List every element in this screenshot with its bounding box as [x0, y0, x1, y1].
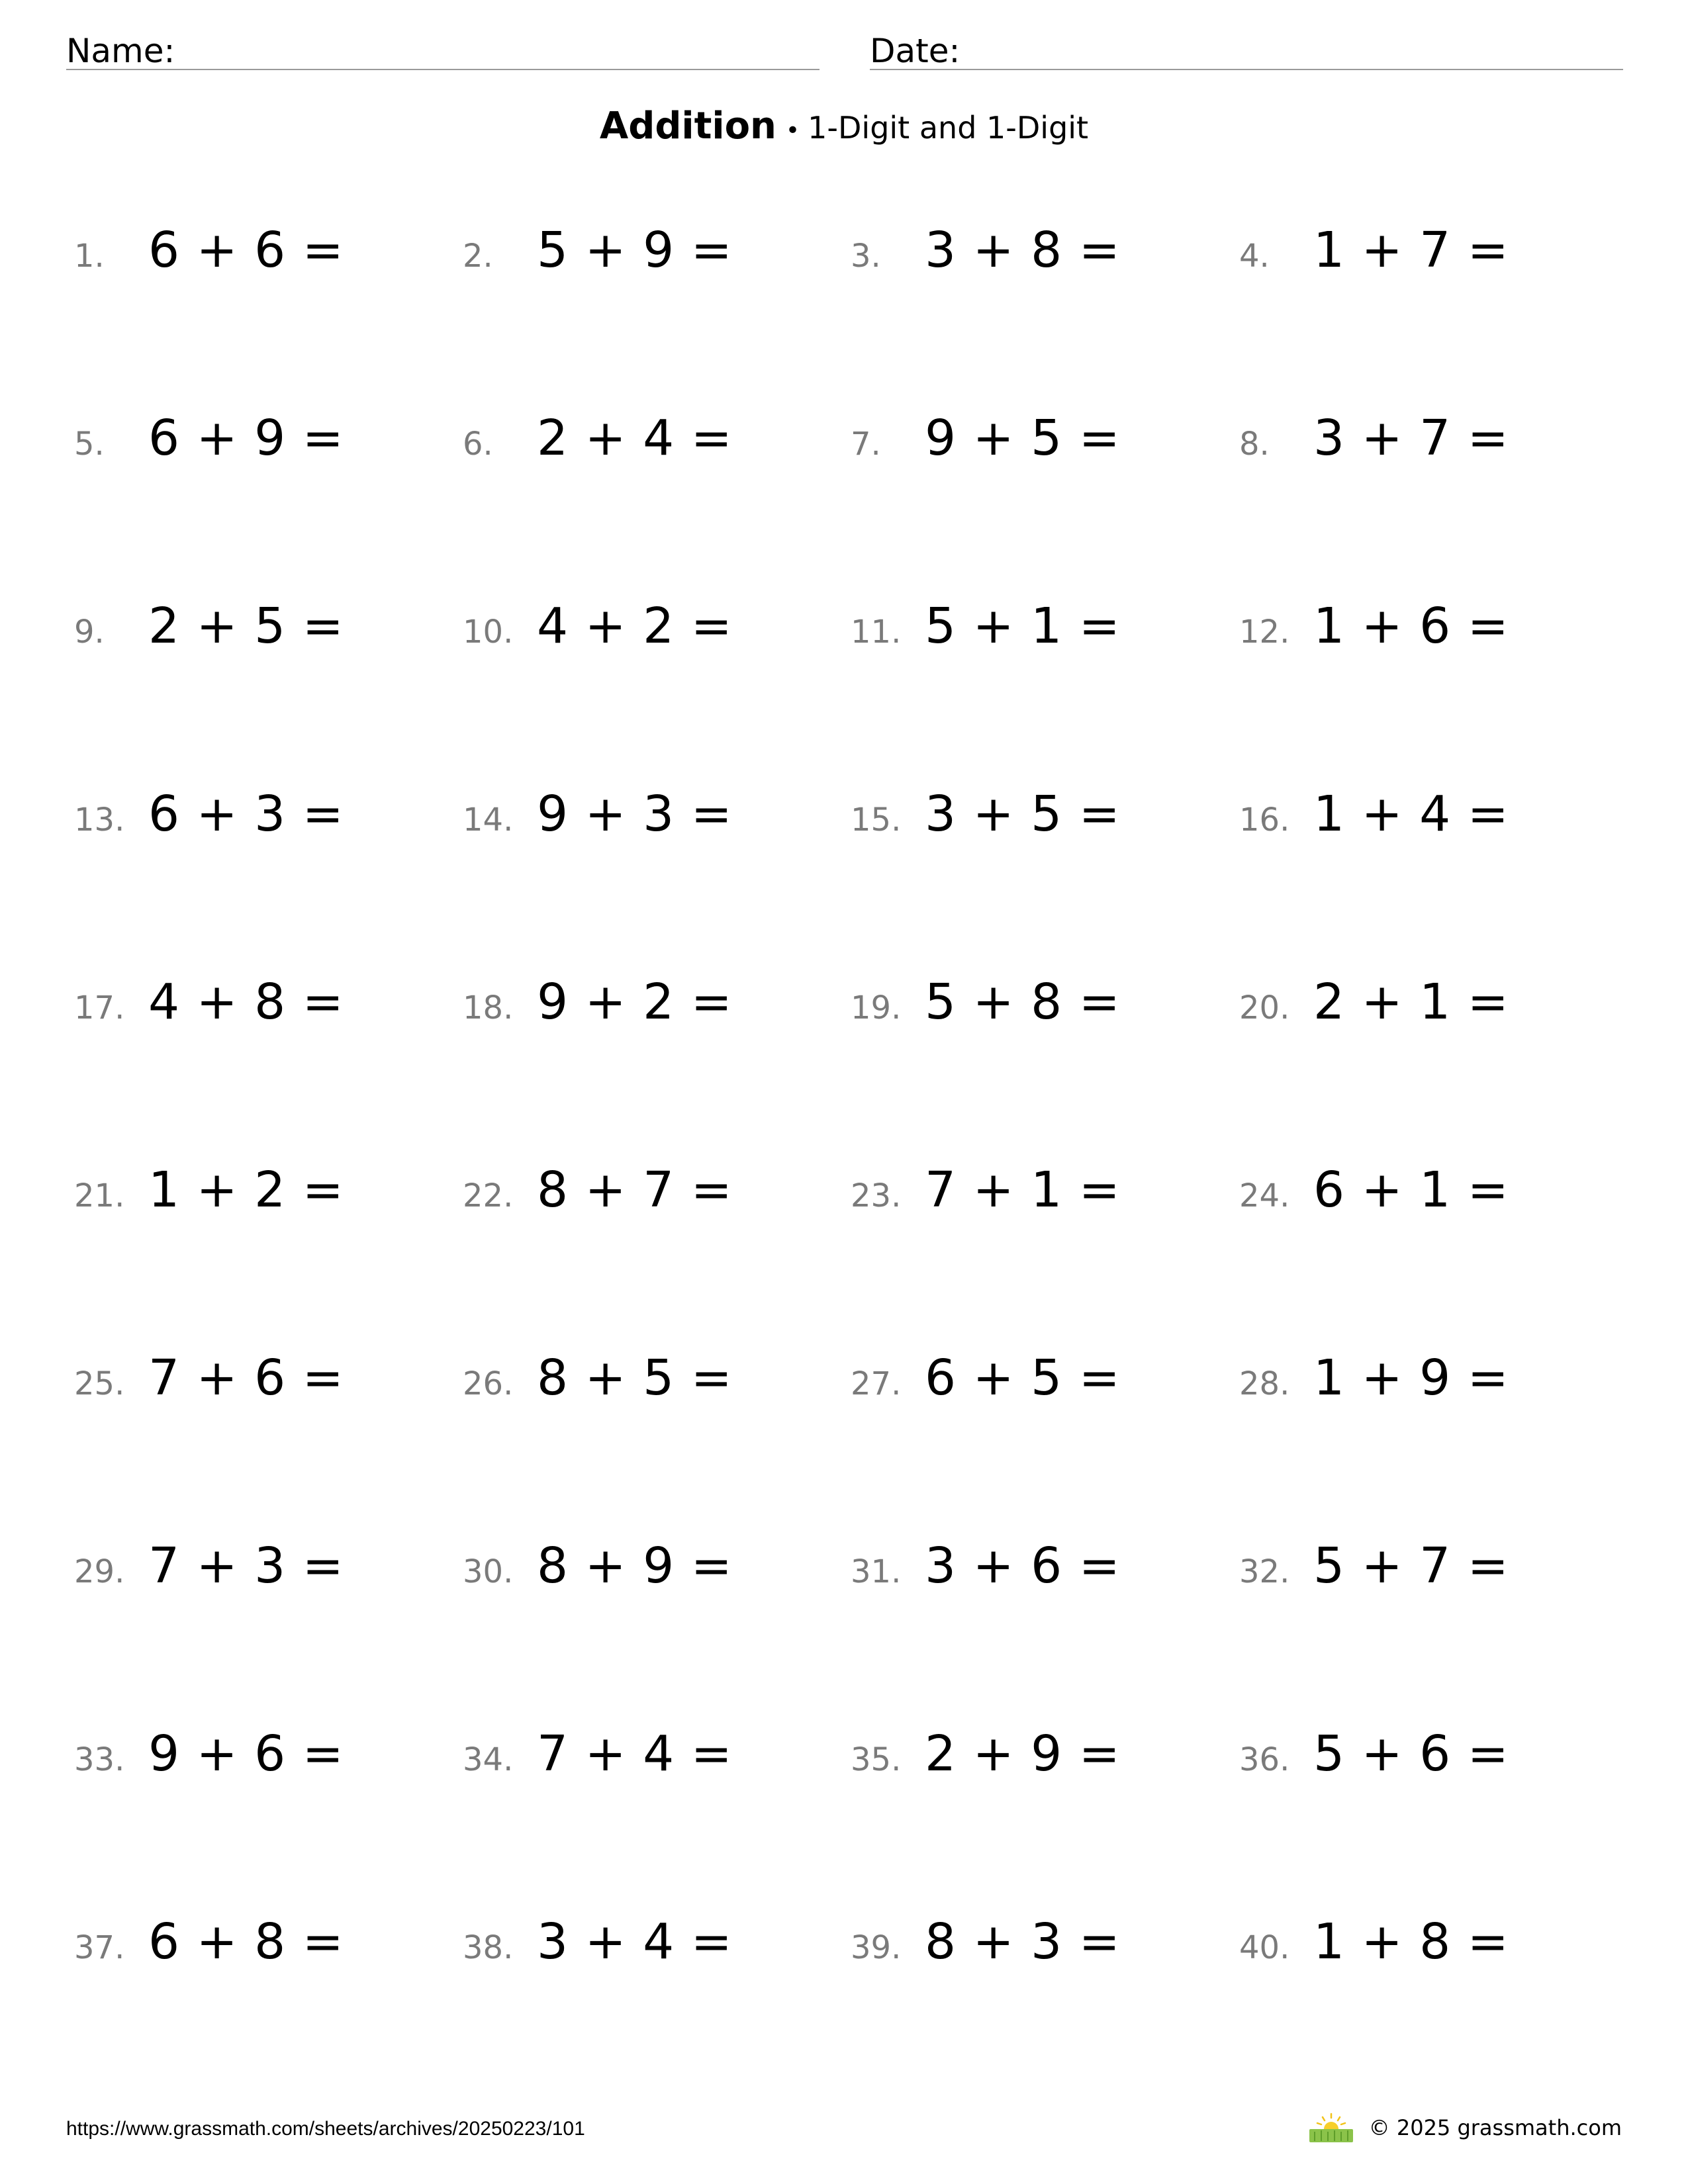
problem-number: 31.: [851, 1553, 902, 1590]
title-separator: •: [785, 117, 800, 144]
problem-number: 14.: [463, 801, 514, 839]
problem-number: 39.: [851, 1929, 902, 1966]
problem-number: 19.: [851, 989, 902, 1026]
problem-number: 6.: [463, 426, 493, 463]
worksheet-title: [0, 105, 1688, 148]
problem-item: [463, 1161, 733, 1218]
problem-item: [1239, 598, 1509, 655]
problem-expression: 1 + 6 =: [1313, 598, 1509, 655]
problem-number: 3.: [851, 238, 881, 275]
problem-item: [1239, 786, 1509, 842]
problem-number: 4.: [1239, 238, 1270, 275]
problem-expression: 1 + 8 =: [1313, 1913, 1509, 1970]
problem-expression: 4 + 8 =: [148, 974, 344, 1030]
problem-item: [1239, 1537, 1509, 1594]
problem-item: [74, 222, 344, 279]
problem-expression: 4 + 2 =: [537, 598, 733, 655]
problem-number: 37.: [74, 1929, 125, 1966]
problem-item: [74, 974, 344, 1030]
problem-number: 40.: [1239, 1929, 1290, 1966]
problem-expression: 6 + 5 =: [925, 1349, 1121, 1406]
problem-expression: 3 + 7 =: [1313, 410, 1509, 467]
problem-item: [851, 1913, 1121, 1970]
problem-item: [1239, 1913, 1509, 1970]
problem-item: [74, 1913, 344, 1970]
date-field[interactable]: [870, 24, 1623, 70]
problem-number: 36.: [1239, 1741, 1290, 1778]
problem-expression: 6 + 3 =: [148, 786, 344, 842]
problem-item: [74, 1537, 344, 1594]
problem-item: [1239, 222, 1509, 279]
problem-expression: 7 + 1 =: [925, 1161, 1121, 1218]
problem-expression: 2 + 5 =: [148, 598, 344, 655]
problem-expression: 1 + 4 =: [1313, 786, 1509, 842]
problem-grid: [74, 222, 1663, 2108]
problem-number: 26.: [463, 1365, 514, 1402]
problem-expression: 3 + 8 =: [925, 222, 1121, 279]
problem-number: 27.: [851, 1365, 902, 1402]
problem-expression: 8 + 5 =: [537, 1349, 733, 1406]
grass-sun-logo-icon: [1308, 2112, 1354, 2144]
problem-expression: 5 + 9 =: [537, 222, 733, 279]
problem-expression: 5 + 6 =: [1313, 1725, 1509, 1782]
problem-expression: 2 + 9 =: [925, 1725, 1121, 1782]
problem-expression: 5 + 7 =: [1313, 1537, 1509, 1594]
problem-expression: 3 + 5 =: [925, 786, 1121, 842]
problem-expression: 2 + 1 =: [1313, 974, 1509, 1030]
problem-item: [851, 410, 1121, 467]
problem-item: [851, 974, 1121, 1030]
problem-number: 10.: [463, 614, 514, 651]
problem-item: [851, 1349, 1121, 1406]
problem-item: [463, 1913, 733, 1970]
problem-expression: 8 + 3 =: [925, 1913, 1121, 1970]
problem-number: 11.: [851, 614, 902, 651]
problem-number: 18.: [463, 989, 514, 1026]
problem-item: [74, 1725, 344, 1782]
problem-number: 34.: [463, 1741, 514, 1778]
problem-item: [1239, 410, 1509, 467]
problem-number: 1.: [74, 238, 105, 275]
problem-item: [1239, 1349, 1509, 1406]
problem-number: 7.: [851, 426, 881, 463]
problem-number: 23.: [851, 1177, 902, 1214]
problem-number: 5.: [74, 426, 105, 463]
problem-item: [463, 974, 733, 1030]
problem-item: [463, 598, 733, 655]
problem-expression: 8 + 9 =: [537, 1537, 733, 1594]
problem-item: [1239, 974, 1509, 1030]
problem-item: [74, 1349, 344, 1406]
problem-expression: 1 + 9 =: [1313, 1349, 1509, 1406]
problem-item: [74, 410, 344, 467]
problem-expression: 2 + 4 =: [537, 410, 733, 467]
problem-expression: 7 + 4 =: [537, 1725, 733, 1782]
problem-expression: 1 + 2 =: [148, 1161, 344, 1218]
problem-item: [463, 1537, 733, 1594]
problem-number: 12.: [1239, 614, 1290, 651]
problem-item: [851, 1725, 1121, 1782]
problem-expression: 7 + 3 =: [148, 1537, 344, 1594]
problem-expression: 8 + 7 =: [537, 1161, 733, 1218]
problem-item: [851, 1161, 1121, 1218]
problem-item: [463, 410, 733, 467]
problem-item: [1239, 1725, 1509, 1782]
problem-number: 13.: [74, 801, 125, 839]
problem-number: 21.: [74, 1177, 125, 1214]
problem-number: 38.: [463, 1929, 514, 1966]
problem-number: 24.: [1239, 1177, 1290, 1214]
problem-expression: 9 + 5 =: [925, 410, 1121, 467]
problem-item: [463, 786, 733, 842]
problem-number: 33.: [74, 1741, 125, 1778]
problem-number: 8.: [1239, 426, 1270, 463]
problem-number: 29.: [74, 1553, 125, 1590]
name-field[interactable]: [66, 24, 820, 70]
problem-expression: 7 + 6 =: [148, 1349, 344, 1406]
problem-number: 2.: [463, 238, 493, 275]
problem-number: 17.: [74, 989, 125, 1026]
date-label: Date:: [870, 32, 961, 70]
problem-item: [74, 1161, 344, 1218]
problem-number: 9.: [74, 614, 105, 651]
problem-number: 15.: [851, 801, 902, 839]
problem-item: [74, 598, 344, 655]
title-main: Addition: [599, 105, 776, 148]
problem-expression: 6 + 6 =: [148, 222, 344, 279]
problem-expression: 3 + 6 =: [925, 1537, 1121, 1594]
problem-expression: 6 + 8 =: [148, 1913, 344, 1970]
name-label: Name:: [66, 32, 175, 70]
problem-number: 35.: [851, 1741, 902, 1778]
problem-item: [851, 222, 1121, 279]
problem-number: 22.: [463, 1177, 514, 1214]
problem-item: [851, 786, 1121, 842]
problem-number: 16.: [1239, 801, 1290, 839]
problem-item: [463, 1725, 733, 1782]
problem-item: [74, 786, 344, 842]
problem-expression: 9 + 6 =: [148, 1725, 344, 1782]
problem-number: 20.: [1239, 989, 1290, 1026]
footer-url: https://www.grassmath.com/sheets/archives/20250223/101: [66, 2118, 585, 2140]
problem-expression: 5 + 1 =: [925, 598, 1121, 655]
problem-number: 28.: [1239, 1365, 1290, 1402]
problem-expression: 6 + 1 =: [1313, 1161, 1509, 1218]
problem-item: [463, 222, 733, 279]
problem-number: 30.: [463, 1553, 514, 1590]
problem-item: [851, 1537, 1121, 1594]
problem-expression: 9 + 2 =: [537, 974, 733, 1030]
copyright-text: © 2025 grassmath.com: [1368, 2115, 1622, 2140]
problem-number: 32.: [1239, 1553, 1290, 1590]
problem-expression: 9 + 3 =: [537, 786, 733, 842]
problem-item: [1239, 1161, 1509, 1218]
problem-expression: 5 + 8 =: [925, 974, 1121, 1030]
problem-expression: 6 + 9 =: [148, 410, 344, 467]
problem-item: [463, 1349, 733, 1406]
problem-expression: 1 + 7 =: [1313, 222, 1509, 279]
title-subtitle: 1-Digit and 1-Digit: [808, 110, 1089, 146]
problem-item: [851, 598, 1121, 655]
problem-expression: 3 + 4 =: [537, 1913, 733, 1970]
footer-branding: [1308, 2111, 1622, 2144]
problem-number: 25.: [74, 1365, 125, 1402]
